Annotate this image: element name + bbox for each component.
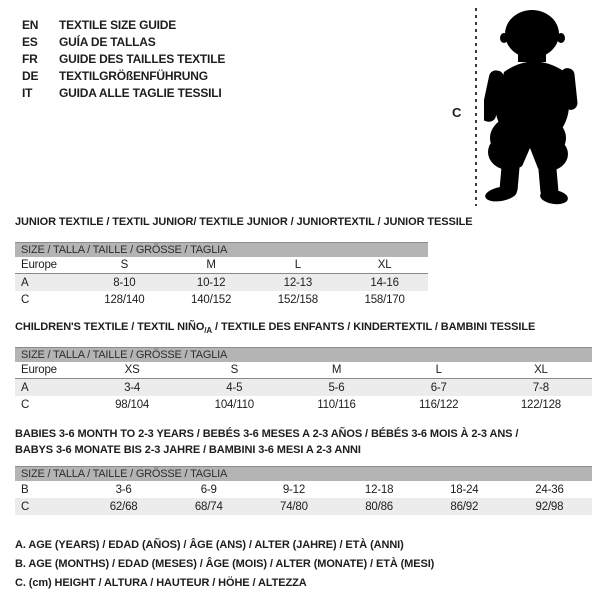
language-row-es	[22, 33, 225, 50]
legend-line-c: C. (cm) HEIGHT / ALTURA / HAUTEUR / HÖHE / ALTEZZA	[15, 577, 307, 589]
table-cell: 152/158	[277, 293, 318, 306]
table-cell: 9-12	[282, 483, 306, 496]
title-subscript: /A	[204, 326, 213, 336]
table-cell: 18-24	[450, 483, 479, 496]
row-label: B	[21, 483, 29, 496]
table-cell: L	[294, 259, 301, 271]
language-row-fr	[22, 50, 225, 67]
table-cell: S	[120, 259, 129, 271]
language-code: EN	[22, 17, 39, 32]
row-label: A	[21, 381, 29, 394]
table-cell: 8-10	[113, 276, 136, 289]
language-list	[22, 16, 225, 101]
language-code: DE	[22, 68, 39, 83]
table-row-height	[15, 396, 592, 413]
table-cell: 3-6	[115, 483, 132, 496]
table-row-europe	[15, 257, 428, 274]
children-textile-table	[15, 321, 592, 413]
table-cell: 140/152	[191, 293, 232, 306]
title-line-2: BABYS 3-6 MONATE BIS 2-3 JAHRE / BAMBINI 3-6 MESI A 2-3 ANNI	[15, 444, 361, 456]
table-cell: 74/80	[280, 500, 308, 513]
junior-textile-table	[15, 216, 473, 308]
row-label: C	[21, 500, 30, 513]
size-header-bar: SIZE / TALLA / TAILLE / GRÖSSE / TAGLIA	[15, 466, 592, 481]
language-code: FR	[22, 51, 38, 66]
table-cell: 14-16	[370, 276, 399, 289]
table-cell: 62/68	[109, 500, 138, 513]
table-cell: M	[206, 259, 216, 271]
language-row-it	[22, 84, 225, 101]
language-title: GUIDA ALLE TAGLIE TESSILI	[59, 85, 222, 100]
table-cell: 158/170	[364, 293, 405, 306]
table-cell: 12-13	[283, 276, 313, 289]
legend-line-a: A. AGE (YEARS) / EDAD (AÑOS) / ÂGE (ANS) / ALTER (JAHRE) / ETÀ (ANNI)	[15, 539, 404, 551]
language-row-de	[22, 67, 225, 84]
table-cell: 5-6	[328, 381, 345, 394]
table-cell: 12-18	[364, 483, 394, 496]
row-label: Europe	[21, 364, 57, 376]
title-text: / TEXTILE DES ENFANTS / KINDERTEXTIL / BAMBINI TESSILE	[212, 321, 536, 333]
table-cell: 116/122	[419, 398, 459, 411]
table-row-europe	[15, 362, 592, 379]
table-row-age	[15, 379, 592, 396]
height-label: C	[452, 105, 462, 120]
language-title: GUÍA DE TALLAS	[59, 34, 156, 49]
title-line-1: BABIES 3-6 MONTH TO 2-3 YEARS / BEBÉS 3-6 MESES A 2-3 AÑOS / BÉBÉS 3-6 MOIS À 2-3 ANS /	[15, 428, 519, 440]
table-row-height	[15, 291, 428, 308]
table-cell: 10-12	[196, 276, 226, 289]
table-cell: XL	[377, 259, 392, 271]
legend-line-b: B. AGE (MONTHS) / EDAD (MESES) / ÂGE (MOIS) / ALTER (MONATE) / ETÀ (MESI)	[15, 558, 435, 570]
table-cell: 104/110	[214, 398, 254, 411]
table-cell: M	[331, 364, 342, 376]
table-cell: 80/86	[365, 500, 393, 513]
table-cell: 7-8	[532, 381, 549, 394]
table-cell: L	[435, 364, 442, 376]
table-cell: 128/140	[104, 293, 145, 306]
language-title: TEXTILGRÖßENFÜHRUNG	[59, 68, 208, 83]
table-title	[15, 321, 592, 334]
table-cell: XL	[534, 364, 548, 376]
table-title	[15, 426, 592, 458]
table-cell: 24-36	[535, 483, 564, 496]
table-cell: 6-7	[430, 381, 447, 394]
table-cell: 92/98	[535, 500, 564, 513]
size-header-bar: SIZE / TALLA / TAILLE / GRÖSSE / TAGLIA	[15, 242, 428, 257]
language-code: IT	[22, 85, 33, 100]
table-cell: 4-5	[226, 381, 243, 394]
table-row-height	[15, 498, 592, 515]
toddler-silhouette	[484, 8, 596, 210]
row-label: C	[21, 398, 30, 411]
row-label: C	[21, 293, 30, 306]
row-label: A	[21, 276, 29, 289]
language-title: TEXTILE SIZE GUIDE	[59, 17, 177, 32]
table-cell: S	[230, 364, 239, 376]
table-cell: 86/92	[450, 500, 479, 513]
babies-textile-table	[15, 426, 592, 515]
table-row-age-months	[15, 481, 592, 498]
table-row-age	[15, 274, 428, 291]
language-title: GUIDE DES TAILLES TEXTILE	[59, 51, 226, 66]
legend	[15, 536, 434, 593]
table-cell: 122/128	[520, 398, 561, 411]
table-cell: 3-4	[124, 381, 141, 394]
language-row-en	[22, 16, 225, 33]
table-cell: XS	[124, 364, 140, 376]
height-measure-dashed-line	[475, 8, 477, 206]
table-cell: 110/116	[317, 398, 356, 411]
table-cell: 68/74	[194, 500, 223, 513]
table-title: JUNIOR TEXTILE / TEXTIL JUNIOR/ TEXTILE JUNIOR / JUNIORTEXTIL / JUNIOR TESSILE	[15, 216, 473, 228]
size-header-bar: SIZE / TALLA / TAILLE / GRÖSSE / TAGLIA	[15, 347, 592, 362]
row-label: Europe	[21, 259, 57, 271]
language-code: ES	[22, 34, 38, 49]
title-text: CHILDREN'S TEXTILE / TEXTIL NIÑO	[15, 321, 205, 333]
table-cell: 6-9	[200, 483, 217, 496]
table-cell: 98/104	[115, 398, 150, 411]
